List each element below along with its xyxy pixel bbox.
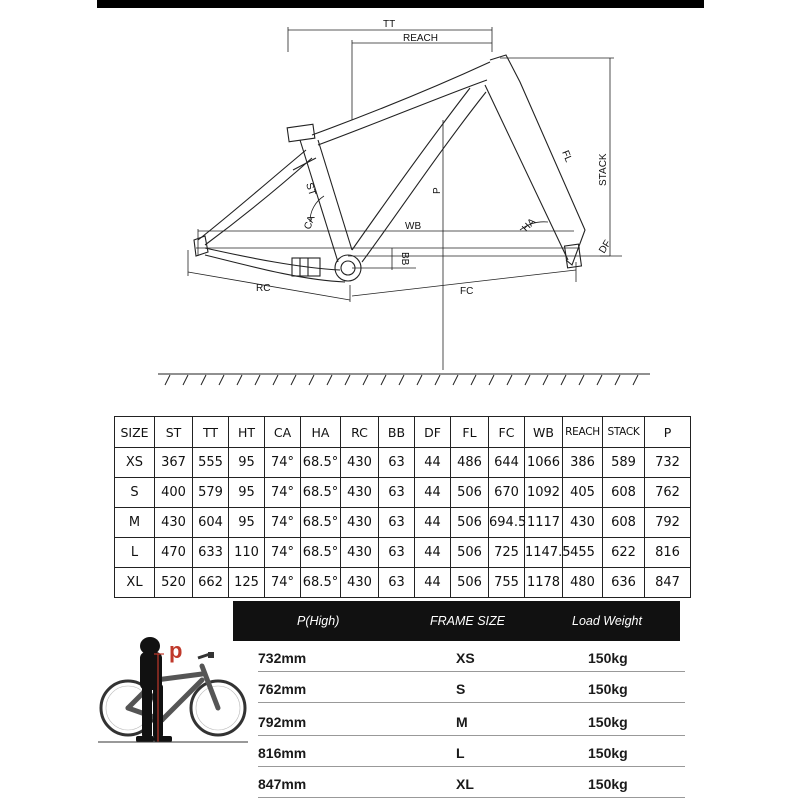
geometry-cell: L: [115, 538, 155, 568]
geometry-row-xl: [115, 568, 691, 598]
geometry-cell: 68.5°: [301, 538, 341, 568]
row-divider: [258, 766, 685, 767]
geometry-cell: 1066: [525, 448, 563, 478]
ca-label: CA: [302, 214, 318, 232]
load-frame-size: XS: [456, 650, 475, 666]
p-label: P: [432, 187, 443, 194]
geometry-cell: 74°: [265, 538, 301, 568]
geometry-cell: 1092: [525, 478, 563, 508]
header-fc: FC: [489, 417, 525, 448]
geometry-cell: M: [115, 508, 155, 538]
header-bb: BB: [379, 417, 415, 448]
geometry-cell: 74°: [265, 568, 301, 598]
fc-label: FC: [460, 286, 474, 297]
row-divider: [258, 735, 685, 736]
header-tt: TT: [193, 417, 229, 448]
geometry-cell: 430: [563, 508, 603, 538]
geometry-cell: 694.5: [489, 508, 525, 538]
load-weight-value: 150kg: [588, 745, 628, 761]
geometry-cell: 95: [229, 508, 265, 538]
geometry-cell: 480: [563, 568, 603, 598]
load-frame-size: M: [456, 714, 468, 730]
geometry-cell: 486: [451, 448, 489, 478]
geometry-cell: 670: [489, 478, 525, 508]
header-ht: HT: [229, 417, 265, 448]
row-divider: [258, 797, 685, 798]
st-label: ST: [303, 181, 318, 198]
geometry-cell: 430: [155, 508, 193, 538]
geometry-cell: 644: [489, 448, 525, 478]
row-divider: [258, 671, 685, 672]
header-frame-size: FRAME SIZE: [430, 614, 506, 628]
geometry-cell: 44: [415, 508, 451, 538]
header-ha: HA: [301, 417, 341, 448]
geometry-cell: 63: [379, 508, 415, 538]
stack-label: STACK: [598, 153, 609, 186]
load-frame-size: L: [456, 745, 465, 761]
geometry-cell: 68.5°: [301, 508, 341, 538]
header-df: DF: [415, 417, 451, 448]
load-row-l: [258, 741, 685, 767]
rc-dimension: [188, 250, 350, 302]
geometry-cell: 816: [645, 538, 691, 568]
geometry-row-s: [115, 478, 691, 508]
geometry-cell: 792: [645, 508, 691, 538]
geometry-cell: 44: [415, 478, 451, 508]
geometry-cell: 662: [193, 568, 229, 598]
geometry-cell: 455: [563, 538, 603, 568]
header-rc: RC: [341, 417, 379, 448]
geometry-cell: 1117: [525, 508, 563, 538]
load-p-value: 732mm: [258, 650, 307, 666]
reach-dimension: [352, 40, 492, 120]
geometry-cell: 755: [489, 568, 525, 598]
header-st: ST: [155, 417, 193, 448]
rider-illustration: [98, 636, 248, 748]
geometry-cell: 95: [229, 448, 265, 478]
geometry-cell: 604: [193, 508, 229, 538]
geometry-cell: 367: [155, 448, 193, 478]
geometry-cell: 63: [379, 448, 415, 478]
geometry-cell: 732: [645, 448, 691, 478]
geometry-header-row: [115, 417, 691, 448]
geometry-cell: 725: [489, 538, 525, 568]
load-weight-value: 150kg: [588, 650, 628, 666]
geometry-cell: 506: [451, 538, 489, 568]
top-tube: [312, 62, 490, 145]
reach-label: REACH: [403, 33, 439, 44]
geometry-cell: 74°: [265, 448, 301, 478]
geometry-table: [114, 416, 691, 598]
geometry-cell: 430: [341, 448, 379, 478]
load-weight-value: 150kg: [588, 714, 628, 730]
load-p-value: 816mm: [258, 745, 307, 761]
geometry-cell: XS: [115, 448, 155, 478]
geometry-cell: 608: [603, 478, 645, 508]
bb-label: BB: [399, 252, 410, 266]
geometry-cell: 110: [229, 538, 265, 568]
load-weight-value: 150kg: [588, 776, 628, 792]
geometry-cell: XL: [115, 568, 155, 598]
geometry-cell: 68.5°: [301, 478, 341, 508]
geometry-cell: 430: [341, 568, 379, 598]
geometry-cell: 506: [451, 568, 489, 598]
geometry-cell: 400: [155, 478, 193, 508]
geometry-cell: 430: [341, 508, 379, 538]
geometry-cell: 63: [379, 478, 415, 508]
geometry-cell: 386: [563, 448, 603, 478]
geometry-cell: 63: [379, 538, 415, 568]
df-label: DF: [597, 238, 614, 256]
geometry-cell: 44: [415, 568, 451, 598]
header-reach: REACH: [563, 417, 603, 448]
header-size: SIZE: [115, 417, 155, 448]
load-row-s: [258, 677, 685, 703]
geometry-cell: 470: [155, 538, 193, 568]
rider-p-label: p: [169, 638, 183, 663]
geometry-cell: 74°: [265, 478, 301, 508]
header-p: P: [645, 417, 691, 448]
geometry-cell: 95: [229, 478, 265, 508]
geometry-cell: 847: [645, 568, 691, 598]
geometry-cell: 589: [603, 448, 645, 478]
fork: [485, 55, 585, 268]
geometry-cell: 762: [645, 478, 691, 508]
header-fl: FL: [451, 417, 489, 448]
load-p-value: 847mm: [258, 776, 307, 792]
ha-label: HA: [520, 216, 538, 235]
geometry-cell: 74°: [265, 508, 301, 538]
geometry-cell: 1178: [525, 568, 563, 598]
fl-label: FL: [559, 149, 574, 164]
header-load-weight: Load Weight: [572, 614, 642, 628]
load-weight-value: 150kg: [588, 681, 628, 697]
load-row-m: [258, 710, 685, 736]
down-tube: [352, 88, 486, 262]
geometry-cell: 622: [603, 538, 645, 568]
geometry-cell: 68.5°: [301, 448, 341, 478]
geometry-cell: 506: [451, 508, 489, 538]
geometry-cell: 633: [193, 538, 229, 568]
load-table-header: [233, 601, 680, 641]
geometry-cell: 579: [193, 478, 229, 508]
header-stack: STACK: [603, 417, 645, 448]
ground-line: [158, 374, 650, 385]
chain-stays: [194, 236, 345, 282]
geometry-cell: 506: [451, 478, 489, 508]
geometry-cell: 44: [415, 448, 451, 478]
tt-dimension: [288, 27, 492, 52]
header-p-high: P(High): [297, 614, 340, 628]
header-wb: WB: [525, 417, 563, 448]
geometry-cell: S: [115, 478, 155, 508]
geometry-row-m: [115, 508, 691, 538]
load-row-xl: [258, 772, 685, 798]
load-row-xs: [258, 646, 685, 672]
geometry-cell: 405: [563, 478, 603, 508]
geometry-cell: 63: [379, 568, 415, 598]
geometry-cell: 520: [155, 568, 193, 598]
seat-tube: [287, 124, 352, 262]
geometry-cell: 430: [341, 538, 379, 568]
geometry-cell: 44: [415, 538, 451, 568]
load-p-value: 762mm: [258, 681, 307, 697]
rider-body: [136, 637, 172, 742]
geometry-cell: 1147.5: [525, 538, 563, 568]
stack-dimension: [500, 58, 614, 256]
geometry-row-l: [115, 538, 691, 568]
tt-label: TT: [383, 19, 396, 30]
geometry-cell: 555: [193, 448, 229, 478]
geometry-cell: 636: [603, 568, 645, 598]
header-ca: CA: [265, 417, 301, 448]
row-divider: [258, 702, 685, 703]
wb-label: WB: [405, 221, 422, 232]
geometry-row-xs: [115, 448, 691, 478]
geometry-cell: 430: [341, 478, 379, 508]
geometry-cell: 608: [603, 508, 645, 538]
load-p-value: 792mm: [258, 714, 307, 730]
load-frame-size: S: [456, 681, 466, 697]
geometry-cell: 125: [229, 568, 265, 598]
load-frame-size: XL: [456, 776, 474, 792]
rc-label: RC: [256, 283, 271, 294]
geometry-cell: 68.5°: [301, 568, 341, 598]
